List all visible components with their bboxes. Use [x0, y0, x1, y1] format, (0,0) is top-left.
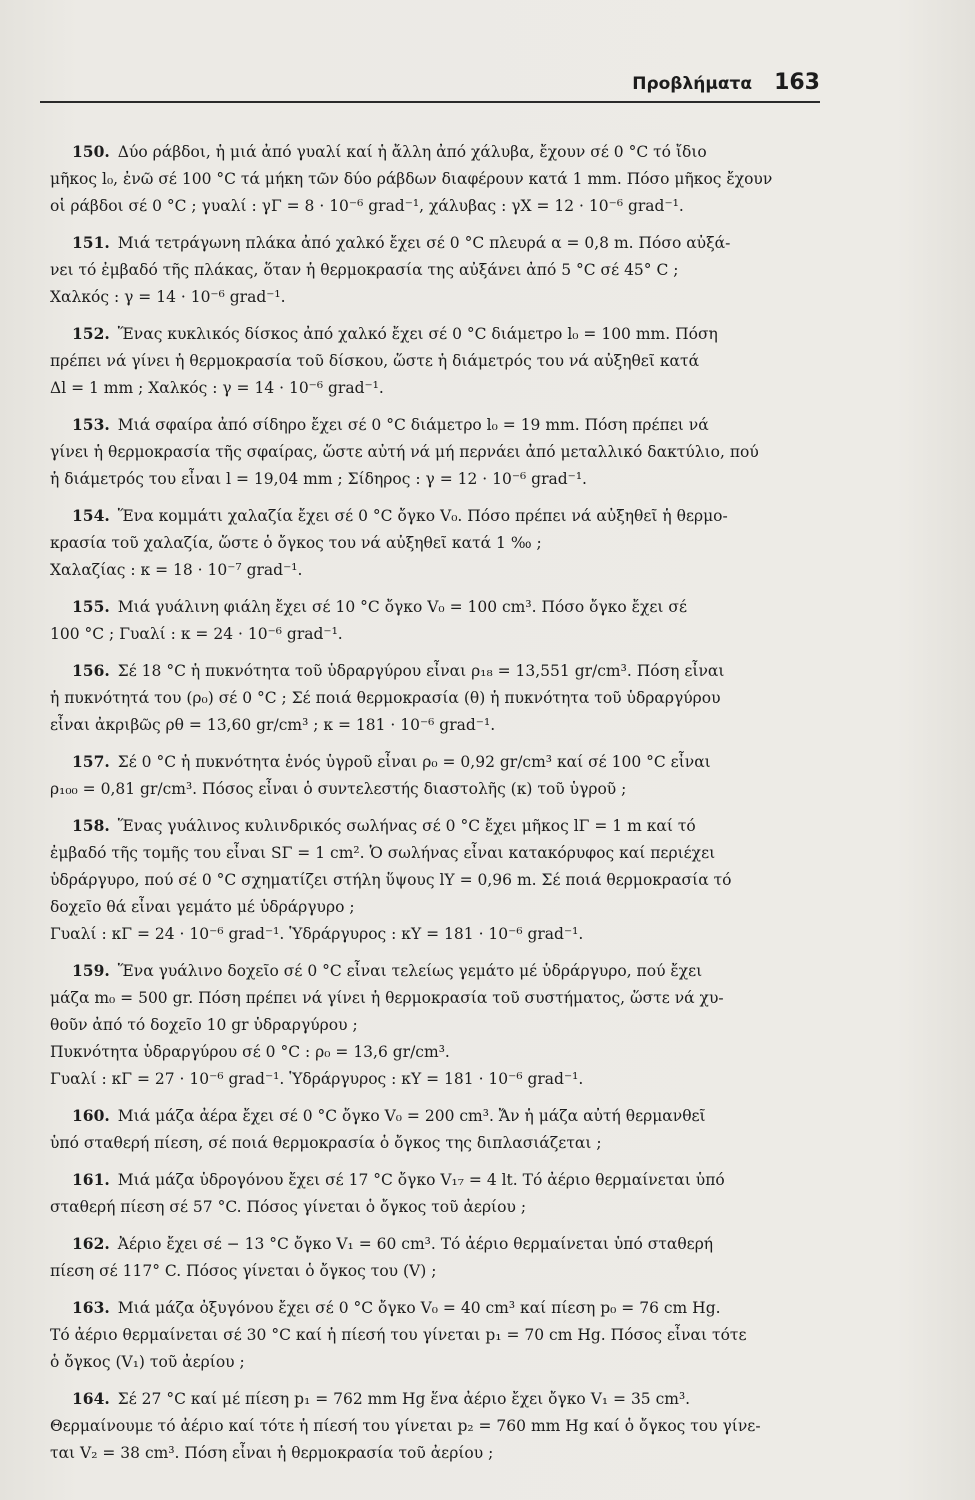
problem-line: [50, 894, 820, 921]
problem-text: Μιά γυάλινη φιάλη ἔχει σέ 10 °C ὄγκο V₀ = 100 cm³. Πόσο ὄγκο ἔχει σέ: [117, 598, 688, 616]
problem-text: Γυαλί : κΓ = 24 · 10⁻⁶ grad⁻¹. Ὑδράργυρος : κΥ = 181 · 10⁻⁶ grad⁻¹.: [50, 925, 584, 943]
problem-line: [50, 1258, 820, 1285]
problem-text: Μιά μάζα ὑδρογόνου ἔχει σέ 17 °C ὄγκο V₁₇ = 4 lt. Τό ἀέριο θερμαίνεται ὑπό: [117, 1171, 725, 1189]
problem-line: [50, 530, 820, 557]
problem-number: 154.: [72, 506, 110, 525]
problem-text: Δl = 1 mm ; Χαλκός : γ = 14 · 10⁻⁶ grad⁻¹.: [50, 379, 384, 397]
problem-text: Ἕνα γυάλινο δοχεῖο σέ 0 °C εἶναι τελείως γεμάτο μέ ὑδράργυρο, πού ἔχει: [117, 962, 703, 980]
problem-text: Μιά μάζα ὀξυγόνου ἔχει σέ 0 °C ὄγκο V₀ = 40 cm³ καί πίεση p₀ = 76 cm Hg.: [117, 1299, 721, 1317]
problem-text: εἶναι ἀκριβῶς ρθ = 13,60 gr/cm³ ; κ = 181 · 10⁻⁶ grad⁻¹.: [50, 716, 496, 734]
problem-line: [50, 348, 820, 375]
problem-line: [50, 466, 820, 493]
problem-text: μάζα m₀ = 500 gr. Πόση πρέπει νά γίνει ἡ θερμοκρασία τοῦ συστήματος, ὥστε νά χυ-: [50, 989, 724, 1007]
problem-number: 160.: [72, 1106, 110, 1125]
problem-number: 156.: [72, 661, 110, 680]
problem-163: [50, 1294, 820, 1376]
problem-154: [50, 502, 820, 584]
section-title: Προβλήματα: [632, 74, 753, 94]
problem-line: [50, 166, 820, 193]
problem-150: [50, 138, 820, 220]
problem-number: 163.: [72, 1298, 110, 1317]
header-rule: [40, 101, 820, 103]
problem-line: [50, 985, 820, 1012]
problem-line: [50, 1166, 820, 1194]
problem-line: [50, 1385, 820, 1413]
problem-number: 155.: [72, 597, 110, 616]
page-header: [40, 70, 820, 95]
problem-line: [50, 776, 820, 803]
problem-text: γίνει ἡ θερμοκρασία τῆς σφαίρας, ὥστε αὐτή νά μή περνάει ἀπό μεταλλικό δακτύλιο, πού: [50, 443, 759, 461]
problem-152: [50, 320, 820, 402]
problems-list: [50, 138, 820, 1476]
problem-text: οἱ ράβδοι σέ 0 °C ; γυαλί : γΓ = 8 · 10⁻⁶ grad⁻¹, χάλυβας : γΧ = 12 · 10⁻⁶ grad⁻¹.: [50, 197, 684, 215]
problem-162: [50, 1230, 820, 1285]
problem-line: [50, 1130, 820, 1157]
problem-text: πρέπει νά γίνει ἡ θερμοκρασία τοῦ δίσκου, ὥστε ἡ διάμετρός του νά αὐξηθεῖ κατά: [50, 352, 700, 370]
problem-164: [50, 1385, 820, 1467]
problem-line: [50, 557, 820, 584]
problem-156: [50, 657, 820, 739]
problem-159: [50, 957, 820, 1093]
page-number: 163: [774, 70, 820, 95]
problem-line: [50, 1440, 820, 1467]
problem-line: [50, 257, 820, 284]
problem-text: Θερμαίνουμε τό ἀέριο καί τότε ἡ πίεσή του γίνεται p₂ = 760 mm Hg καί ὁ ὄγκος του γίνε-: [50, 1417, 761, 1435]
problem-153: [50, 411, 820, 493]
problem-text: ὁ ὄγκος (V₁) τοῦ ἀερίου ;: [50, 1353, 245, 1371]
problem-text: ται V₂ = 38 cm³. Πόση εἶναι ἡ θερμοκρασία τοῦ ἀερίου ;: [50, 1444, 494, 1462]
problem-text: ὑδράργυρο, πού σέ 0 °C σχηματίζει στήλη ὕψους lΥ = 0,96 m. Σέ ποιά θερμοκρασία τό: [50, 871, 732, 889]
problem-number: 159.: [72, 961, 110, 980]
problem-line: [50, 320, 820, 348]
problem-line: [50, 193, 820, 220]
problem-line: [50, 867, 820, 894]
problem-line: [50, 1039, 820, 1066]
problem-line: [50, 593, 820, 621]
problem-158: [50, 812, 820, 948]
problem-text: Σέ 0 °C ἡ πυκνότητα ἑνός ὑγροῦ εἶναι ρ₀ = 0,92 gr/cm³ καί σέ 100 °C εἶναι: [117, 753, 711, 771]
problem-text: Ἕνα κομμάτι χαλαζία ἔχει σέ 0 °C ὄγκο V₀. Πόσο πρέπει νά αὐξηθεῖ ἡ θερμο-: [117, 507, 728, 525]
problem-text: ἐμβαδό τῆς τομῆς του εἶναι SΓ = 1 cm². Ὁ σωλήνας εἶναι κατακόρυφος καί περιέχει: [50, 844, 716, 862]
problem-text: Γυαλί : κΓ = 27 · 10⁻⁶ grad⁻¹. Ὑδράργυρος : κΥ = 181 · 10⁻⁶ grad⁻¹.: [50, 1070, 584, 1088]
problem-line: [50, 957, 820, 985]
problem-number: 152.: [72, 324, 110, 343]
problem-text: Χαλκός : γ = 14 · 10⁻⁶ grad⁻¹.: [50, 288, 286, 306]
problem-text: κρασία τοῦ χαλαζία, ὥστε ὁ ὄγκος του νά αὐξηθεῖ κατά 1 ‰ ;: [50, 534, 542, 552]
problem-text: Τό ἀέριο θερμαίνεται σέ 30 °C καί ἡ πίεσή του γίνεται p₁ = 70 cm Hg. Πόσος εἶναι τότε: [50, 1326, 747, 1344]
problem-text: σταθερή πίεση σέ 57 °C. Πόσος γίνεται ὁ ὄγκος τοῦ ἀερίου ;: [50, 1198, 527, 1216]
problem-number: 162.: [72, 1234, 110, 1253]
problem-line: [50, 1102, 820, 1130]
problem-line: [50, 411, 820, 439]
problem-line: [50, 284, 820, 311]
problem-line: [50, 621, 820, 648]
problem-157: [50, 748, 820, 803]
problem-number: 150.: [72, 142, 110, 161]
problem-text: ἡ διάμετρός του εἶναι l = 19,04 mm ; Σίδηρος : γ = 12 · 10⁻⁶ grad⁻¹.: [50, 470, 587, 488]
problem-number: 151.: [72, 233, 110, 252]
problem-text: Ἀέριο ἔχει σέ − 13 °C ὄγκο V₁ = 60 cm³. Τό ἀέριο θερμαίνεται ὑπό σταθερή: [117, 1235, 714, 1253]
problem-line: [50, 712, 820, 739]
problem-line: [50, 138, 820, 166]
problem-text: Σέ 27 °C καί μέ πίεση p₁ = 762 mm Hg ἕνα ἀέριο ἔχει ὄγκο V₁ = 35 cm³.: [117, 1390, 691, 1408]
problem-line: [50, 1066, 820, 1093]
problem-text: ἡ πυκνότητά του (ρ₀) σέ 0 °C ; Σέ ποιά θερμοκρασία (θ) ἡ πυκνότητα τοῦ ὑδραργύρου: [50, 689, 721, 707]
problem-number: 157.: [72, 752, 110, 771]
problem-line: [50, 840, 820, 867]
problem-line: [50, 229, 820, 257]
problem-line: [50, 1413, 820, 1440]
problem-line: [50, 685, 820, 712]
problem-text: ρ₁₀₀ = 0,81 gr/cm³. Πόσος εἶναι ὁ συντελεστής διαστολῆς (κ) τοῦ ὑγροῦ ;: [50, 780, 627, 798]
problem-line: [50, 439, 820, 466]
problem-text: μῆκος l₀, ἐνῶ σέ 100 °C τά μήκη τῶν δύο ράβδων διαφέρουν κατά 1 mm. Πόσο μῆκος ἔχουν: [50, 170, 773, 188]
problem-line: [50, 657, 820, 685]
problem-text: Δύο ράβδοι, ἡ μιά ἀπό γυαλί καί ἡ ἄλλη ἀπό χάλυβα, ἔχουν σέ 0 °C τό ἴδιο: [117, 143, 707, 161]
problem-text: πίεση σέ 117° C. Πόσος γίνεται ὁ ὄγκος του (V) ;: [50, 1262, 437, 1280]
problem-number: 153.: [72, 415, 110, 434]
problem-number: 158.: [72, 816, 110, 835]
problem-line: [50, 502, 820, 530]
problem-line: [50, 812, 820, 840]
problem-line: [50, 921, 820, 948]
problem-text: Ἕνας γυάλινος κυλινδρικός σωλήνας σέ 0 °C ἔχει μῆκος lΓ = 1 m καί τό: [117, 817, 696, 835]
problem-line: [50, 748, 820, 776]
problem-line: [50, 1322, 820, 1349]
problem-161: [50, 1166, 820, 1221]
problem-number: 164.: [72, 1389, 110, 1408]
problem-text: Μιά τετράγωνη πλάκα ἀπό χαλκό ἔχει σέ 0 °C πλευρά α = 0,8 m. Πόσο αὐξά-: [117, 234, 731, 252]
problem-text: νει τό ἐμβαδό τῆς πλάκας, ὅταν ἡ θερμοκρασία της αὐξάνει ἀπό 5 °C σέ 45° C ;: [50, 261, 679, 279]
problem-151: [50, 229, 820, 311]
problem-text: θοῦν ἀπό τό δοχεῖο 10 gr ὑδραργύρου ;: [50, 1016, 358, 1034]
problem-text: 100 °C ; Γυαλί : κ = 24 · 10⁻⁶ grad⁻¹.: [50, 625, 343, 643]
problem-text: Μιά σφαίρα ἀπό σίδηρο ἔχει σέ 0 °C διάμετρο l₀ = 19 mm. Πόση πρέπει νά: [117, 416, 709, 434]
problem-160: [50, 1102, 820, 1157]
problem-155: [50, 593, 820, 648]
problem-text: δοχεῖο θά εἶναι γεμάτο μέ ὑδράργυρο ;: [50, 898, 355, 916]
problem-text: Χαλαζίας : κ = 18 · 10⁻⁷ grad⁻¹.: [50, 561, 303, 579]
problem-line: [50, 1230, 820, 1258]
problem-line: [50, 375, 820, 402]
problem-line: [50, 1349, 820, 1376]
problem-text: Ἕνας κυκλικός δίσκος ἀπό χαλκό ἔχει σέ 0 °C διάμετρο l₀ = 100 mm. Πόση: [117, 325, 718, 343]
problem-line: [50, 1194, 820, 1221]
problem-line: [50, 1012, 820, 1039]
problem-number: 161.: [72, 1170, 110, 1189]
problem-text: Σέ 18 °C ἡ πυκνότητα τοῦ ὑδραργύρου εἶναι ρ₁₈ = 13,551 gr/cm³. Πόση εἶναι: [117, 662, 725, 680]
problem-text: Μιά μάζα ἀέρα ἔχει σέ 0 °C ὄγκο V₀ = 200 cm³. Ἄν ἡ μάζα αὐτή θερμανθεῖ: [117, 1107, 706, 1125]
problem-text: ὑπό σταθερή πίεση, σέ ποιά θερμοκρασία ὁ ὄγκος της διπλασιάζεται ;: [50, 1134, 602, 1152]
problem-line: [50, 1294, 820, 1322]
problem-text: Πυκνότητα ὑδραργύρου σέ 0 °C : ρ₀ = 13,6 gr/cm³.: [50, 1043, 450, 1061]
